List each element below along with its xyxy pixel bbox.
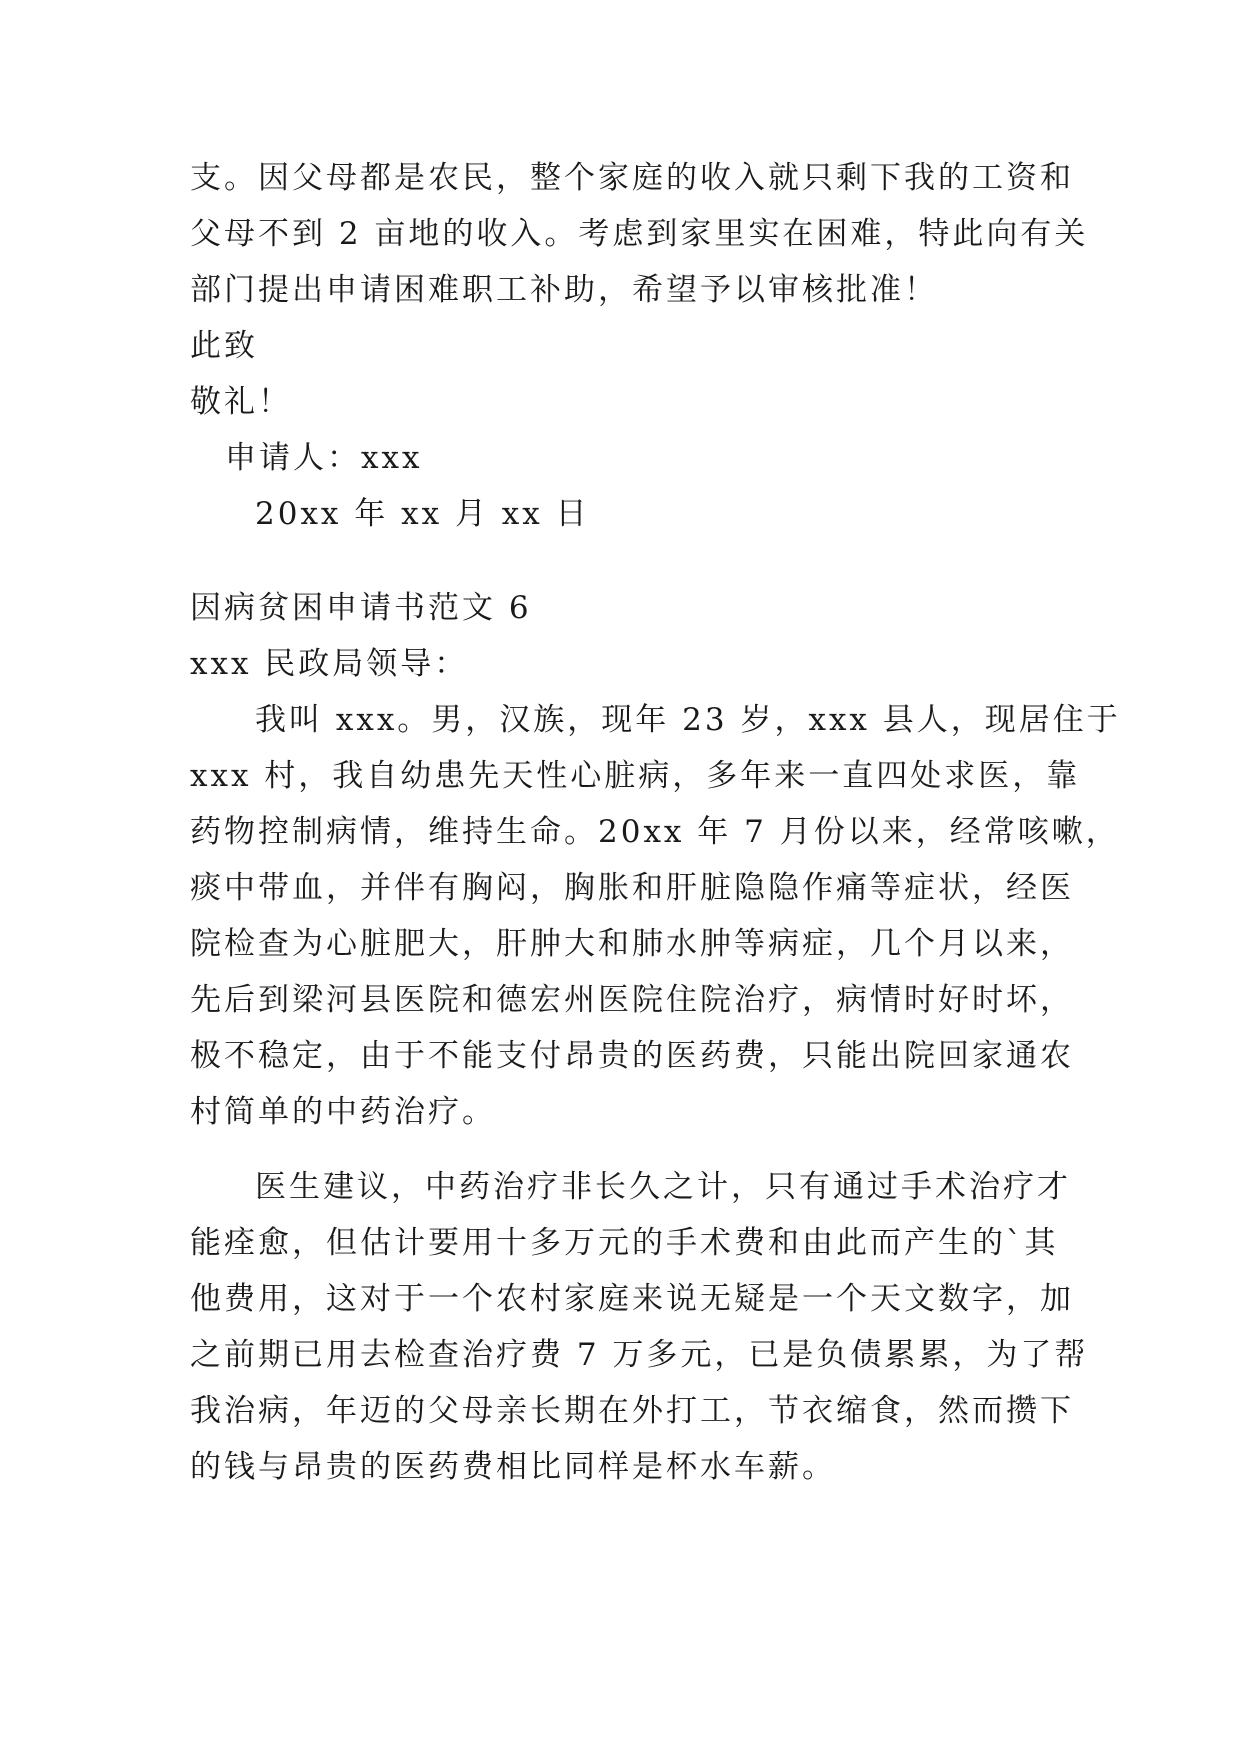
text-line: 医生建议，中药治疗非长久之计，只有通过手术治疗才 [255, 1169, 1071, 1205]
text-line: 我叫 xxx。男，汉族，现年 23 岁，xxx 县人，现居住于 [255, 702, 1121, 738]
text-line: 药物控制病情，维持生命。20xx 年 7 月份以来，经常咳嗽， [190, 814, 1120, 850]
text-line: 痰中带血，并伴有胸闷，胸胀和肝脏隐隐作痛等症状，经医 [190, 870, 1074, 906]
text-line: 他费用，这对于一个农村家庭来说无疑是一个天文数字，加 [190, 1281, 1074, 1317]
text-line: 先后到梁河县医院和德宏州医院住院治疗，病情时好时坏， [190, 982, 1074, 1018]
text-line: 村简单的中药治疗。 [190, 1094, 496, 1130]
text-line: 支。因父母都是农民，整个家庭的收入就只剩下我的工资和 [190, 160, 1074, 196]
signature-date: 20xx 年 xx 月 xx 日 [255, 496, 590, 532]
text-line: 部门提出申请困难职工补助，希望予以审核批准！ [190, 272, 938, 308]
text-line: 院检查为心脏肥大，肝肿大和肺水肿等病症，几个月以来， [190, 926, 1074, 962]
text-line: xxx 村，我自幼患先天性心脏病，多年来一直四处求医，靠 [190, 758, 1081, 794]
text-line: 父母不到 2 亩地的收入。考虑到家里实在困难，特此向有关 [190, 216, 1089, 252]
closing-respect: 敬礼！ [190, 384, 292, 420]
text-line: 能痊愈，但估计要用十多万元的手术费和由此而产生的`其 [190, 1225, 1059, 1261]
section-title: 因病贫困申请书范文 6 [190, 590, 532, 626]
applicant-signature: 申请人：xxx [225, 440, 423, 476]
letter-salutation: xxx 民政局领导： [190, 646, 469, 682]
text-line: 的钱与昂贵的医药费相比同样是杯水车薪。 [190, 1449, 836, 1485]
text-line: 之前期已用去检查治疗费 7 万多元，已是负债累累，为了帮 [190, 1337, 1089, 1373]
text-line: 极不稳定，由于不能支付昂贵的医药费，只能出院回家通农 [190, 1038, 1074, 1074]
text-line: 我治病，年迈的父母亲长期在外打工，节衣缩食，然而攒下 [190, 1393, 1074, 1429]
closing-salutation: 此致 [190, 328, 258, 364]
